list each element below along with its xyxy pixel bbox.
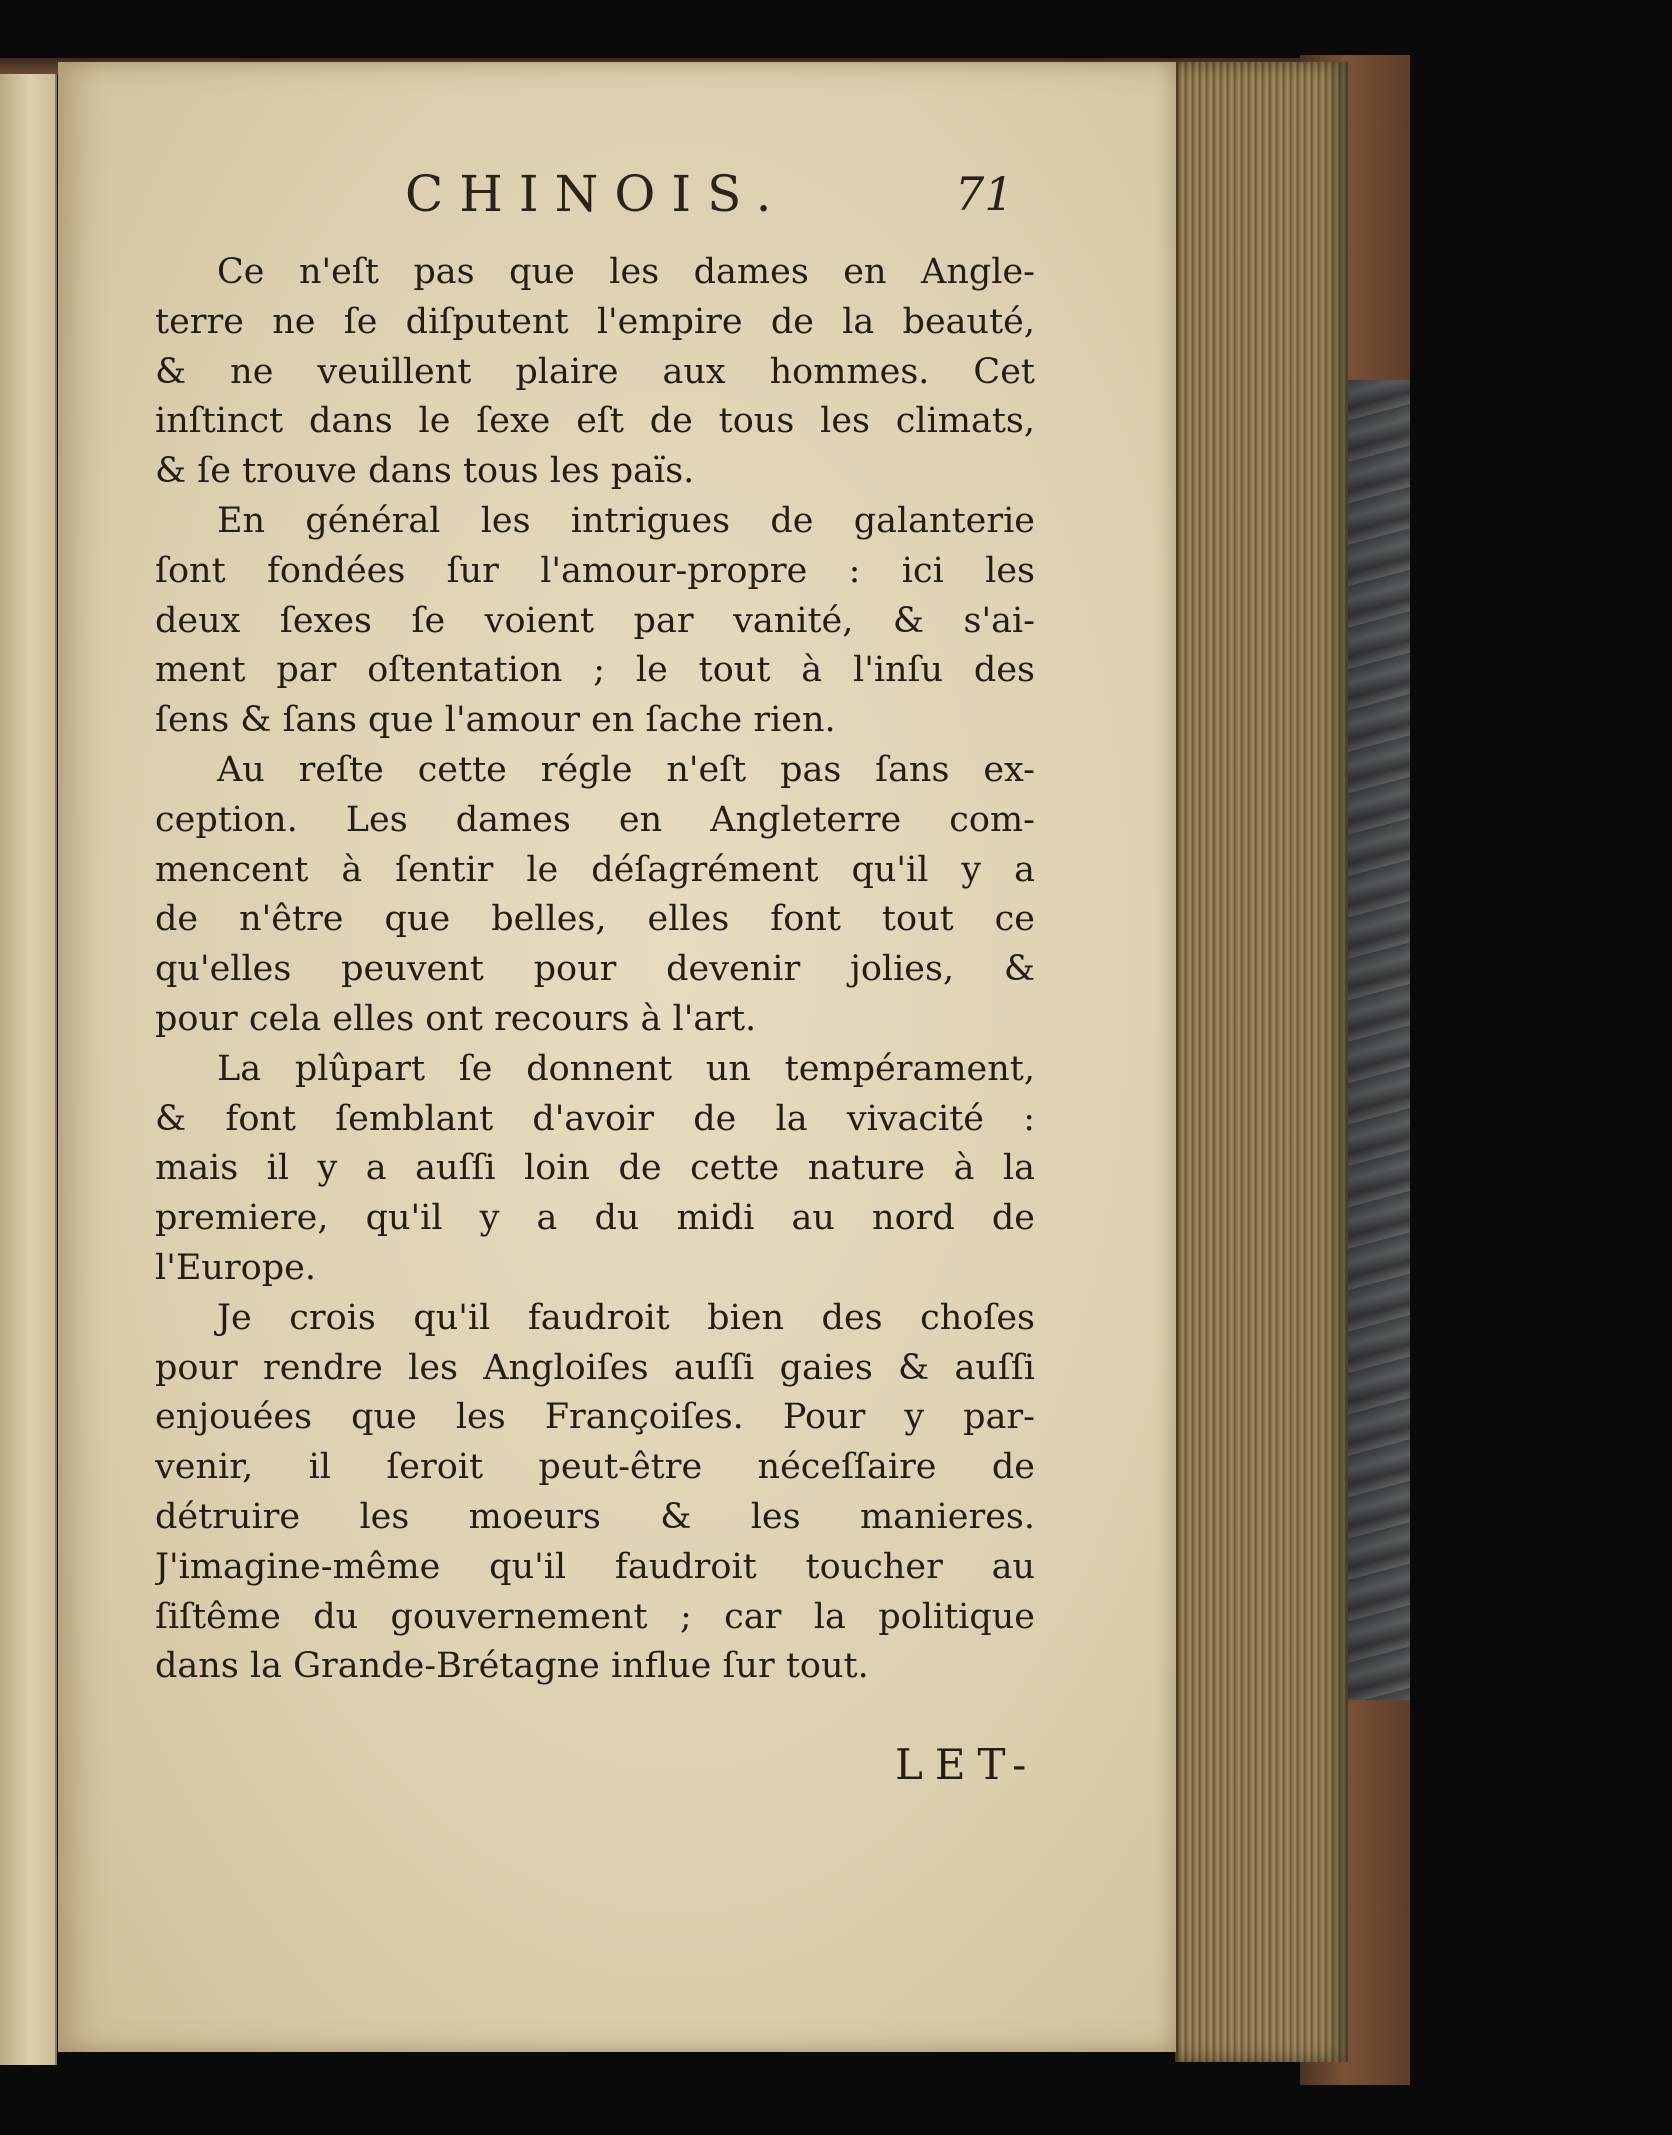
body-text [155, 248, 1035, 1692]
text-line: En général les intrigues de galanterie [217, 500, 1035, 541]
text-line: enjouées que les Françoiſes. Pour y par- [155, 1397, 1035, 1438]
text-line: l'Europe. [155, 1247, 316, 1288]
marbled-cover [1345, 380, 1410, 1700]
paragraph [155, 746, 1035, 1045]
text-line: pour cela elles ont recours à l'art. [155, 998, 757, 1039]
text-line: ſens & ſans que l'amour en ſache rien. [155, 700, 836, 741]
running-title: CHINOIS. [405, 165, 788, 223]
text-line: de n'être que belles, elles font tout ce [155, 899, 1035, 940]
text-line: qu'elles peuvent pour devenir jolies, & [155, 949, 1035, 990]
paragraph [155, 1045, 1035, 1294]
text-line: mais il y a auſſi loin de cette nature à la [155, 1148, 1035, 1189]
text-line: & font ſemblant d'avoir de la vivacité : [155, 1098, 1035, 1139]
text-line: Ce n'eſt pas que les dames en Angle- [217, 252, 1035, 292]
paragraph [155, 248, 1035, 497]
text-line: Je crois qu'il faudroit bien des choſes [217, 1297, 1035, 1338]
page-number: 71 [955, 167, 1014, 221]
text-line: deux ſexes ſe voient par vanité, & s'ai- [155, 600, 1035, 641]
text-line: dans la Grande-Brétagne influe ſur tout. [155, 1646, 869, 1687]
catchword: LET- [895, 1740, 1039, 1789]
text-line: J'imagine-même qu'il faudroit toucher au [155, 1546, 1035, 1587]
page-fore-edges [1175, 62, 1348, 2062]
text-line: ſiſtême du gouvernement ; car la politique [155, 1596, 1035, 1637]
text-line: & ſe trouve dans tous les païs. [155, 451, 695, 492]
text-line: ſont fondées ſur l'amour-propre : ici les [155, 550, 1035, 591]
running-head [340, 165, 1060, 245]
text-line: Au reſte cette régle n'eſt pas ſans ex- [217, 749, 1035, 790]
text-line: mencent à ſentir le déſagrément qu'il y a [155, 849, 1035, 890]
left-page-edge [0, 70, 57, 2065]
text-line: & ne veuillent plaire aux hommes. Cet [155, 351, 1035, 392]
text-line: ment par oſtentation ; le tout à l'inſu des [155, 650, 1035, 691]
text-line: pour rendre les Angloiſes auſſi gaies & auſſi [155, 1347, 1035, 1388]
text-line: premiere, qu'il y a du midi au nord de [155, 1198, 1035, 1239]
text-line: détruire les moeurs & les manieres. [155, 1496, 1035, 1537]
text-line: venir, il ſeroit peut-être néceſſaire de [155, 1447, 1035, 1488]
text-line: terre ne ſe diſputent l'empire de la beauté, [155, 301, 1035, 342]
text-line: La plûpart ſe donnent un tempérament, [217, 1048, 1035, 1089]
text-line: inſtinct dans le ſexe eſt de tous les climats, [155, 401, 1035, 442]
text-line: ception. Les dames en Angleterre com- [155, 799, 1035, 840]
paragraph [155, 1294, 1035, 1692]
paragraph [155, 497, 1035, 746]
